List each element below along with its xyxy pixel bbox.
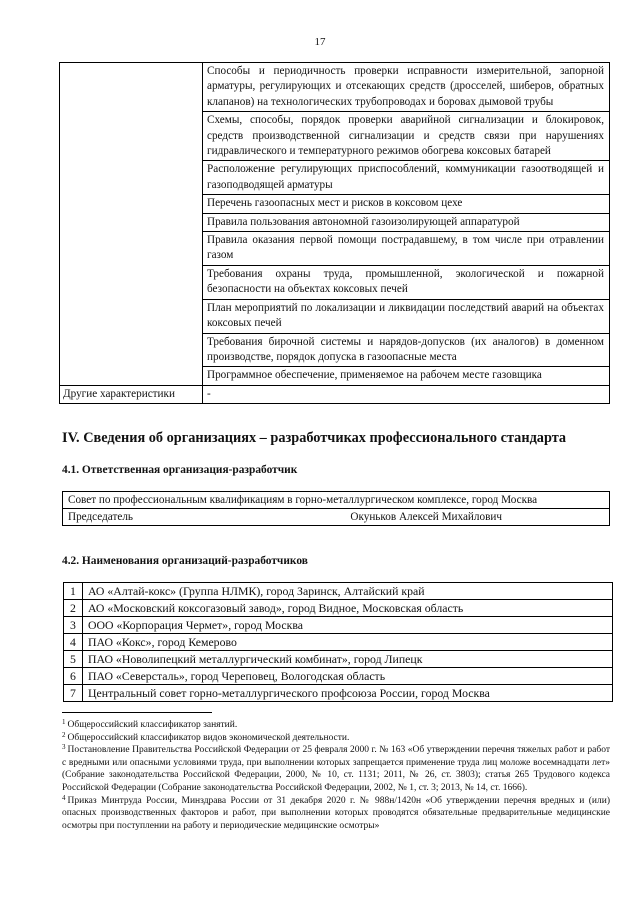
table-row [60,63,610,112]
table-row [64,685,613,702]
footnote-marker: 3 [62,743,66,752]
knowledge-table [59,62,610,404]
footnote [62,744,610,794]
table-row [64,634,613,651]
table-row [64,600,613,617]
responsible-org-signatory [63,509,610,526]
developer-name: АО «Алтай-кокс» (Группа НЛМК), город Заринск, Алтайский край [83,583,613,600]
responsible-org-name: Совет по профессиональным квалификациям в горно-металлургическом комплексе, город Москва [63,492,610,509]
knowledge-item: Правила пользования автономной газоизолирующей аппаратурой [203,213,610,231]
table-cell-empty [60,63,203,386]
developer-name: ПАО «Новолипецкий металлургический комбинат», город Липецк [83,651,613,668]
footnote [62,795,610,833]
footnote-marker: 2 [62,730,66,739]
table-row [60,385,610,403]
developer-name: ООО «Корпорация Чермет», город Москва [83,617,613,634]
footnote-text: Общероссийский классификатор занятий. [67,720,238,730]
other-characteristics-label: Другие характеристики [60,385,203,403]
footnote-separator [62,712,212,713]
developer-name: ПАО «Кокс», город Кемерово [83,634,613,651]
footnote-marker: 4 [62,793,66,802]
footnote-text: Приказ Минтруда России, Минздрава России от 31 декабря 2020 г. № 988н/1420н «Об утверждении перечня вредных и (или) опасных производственных факторов и работ, при выполнении которых проводятся обязательные предварительные медицинские осмотры при поступлении на работу и периодические медицинские осмотры» [62,795,610,831]
table-row [64,617,613,634]
knowledge-item: Программное обеспечение, применяемое на рабочем месте газовщика [203,367,610,385]
page-number: 17 [314,36,326,48]
developer-number: 4 [64,634,83,651]
developer-name: ПАО «Северсталь», город Череповец, Вологодская область [83,668,613,685]
developer-number: 3 [64,617,83,634]
table-row [63,509,610,526]
knowledge-item: Требования бирочной системы и нарядов-допусков (их аналогов) в доменном производстве, порядок допуска в газоопасные места [203,333,610,367]
footnote [62,732,610,745]
knowledge-item: План мероприятий по локализации и ликвидации последствий аварий на объектах коксовых печей [203,299,610,333]
knowledge-item: Расположение регулирующих приспособлений, коммуникации газоотводящей и газоподводящей арматуры [203,161,610,195]
developer-number: 7 [64,685,83,702]
developer-number: 1 [64,583,83,600]
developer-number: 6 [64,668,83,685]
table-row [64,668,613,685]
table-row [63,492,610,509]
table-row [64,651,613,668]
knowledge-item: Схемы, способы, порядок проверки аварийной сигнализации и блокировок, средств производственной сигнализации и средств связи при нарушениях гидравлического и температурного режимов обогрева коксовых батарей [203,112,610,161]
knowledge-item: Способы и периодичность проверки исправности измерительной, запорной арматуры, регулирующих и отсекающих средств (дросселей, шиберов, обратных клапанов) на технологических трубопроводах и боровах дымовой трубы [203,63,610,112]
footnote-marker: 1 [62,718,66,726]
developer-name: Центральный совет горно-металлургического профсоюза России, город Москва [83,685,613,702]
developer-name: АО «Московский коксогазовый завод», город Видное, Московская область [83,600,613,617]
knowledge-item: Правила оказания первой помощи пострадавшему, в том числе при отравлении газом [203,232,610,266]
other-characteristics-value: - [203,385,610,403]
developers-heading: 4.2. Наименования организаций-разработчиков [62,555,308,567]
knowledge-item: Требования охраны труда, промышленной, экологической и пожарной безопасности на объектах коксовых печей [203,265,610,299]
footnote [62,719,610,732]
chair-name: Окуньков Алексей Михайлович [350,511,502,523]
developer-number: 2 [64,600,83,617]
footnotes [62,719,610,832]
chair-position: Председатель [68,511,134,523]
knowledge-item: Перечень газоопасных мест и рисков в коксовом цехе [203,195,610,213]
footnote-text: Общероссийский классификатор видов экономической деятельности. [67,732,350,743]
developer-number: 5 [64,651,83,668]
responsible-org-table [62,491,610,526]
table-row [64,583,613,600]
responsible-org-heading: 4.1. Ответственная организация-разработчик [62,464,298,476]
section-heading: IV. Сведения об организациях – разработчиках профессионального стандарта [62,430,567,446]
footnote-text: Постановление Правительства Российской Федерации от 25 февраля 2000 г. № 163 «Об утверждении перечня тяжелых работ и работ с вредными или опасными условиями труда, при выполнении которых запрещается применение труда лиц моложе восемнадцати лет» (Собрание законодательства Российской Федерации, 2000, № 10, ст. 1131; 2011, № 26, ст. 3803); статья 265 Трудового кодекса Российской Федерации (Собрание законодательства Российской Федерации, 2002, № 1, ст. 3; 2013, № 14, ст. 1666). [62,745,610,793]
developers-table [63,582,613,702]
